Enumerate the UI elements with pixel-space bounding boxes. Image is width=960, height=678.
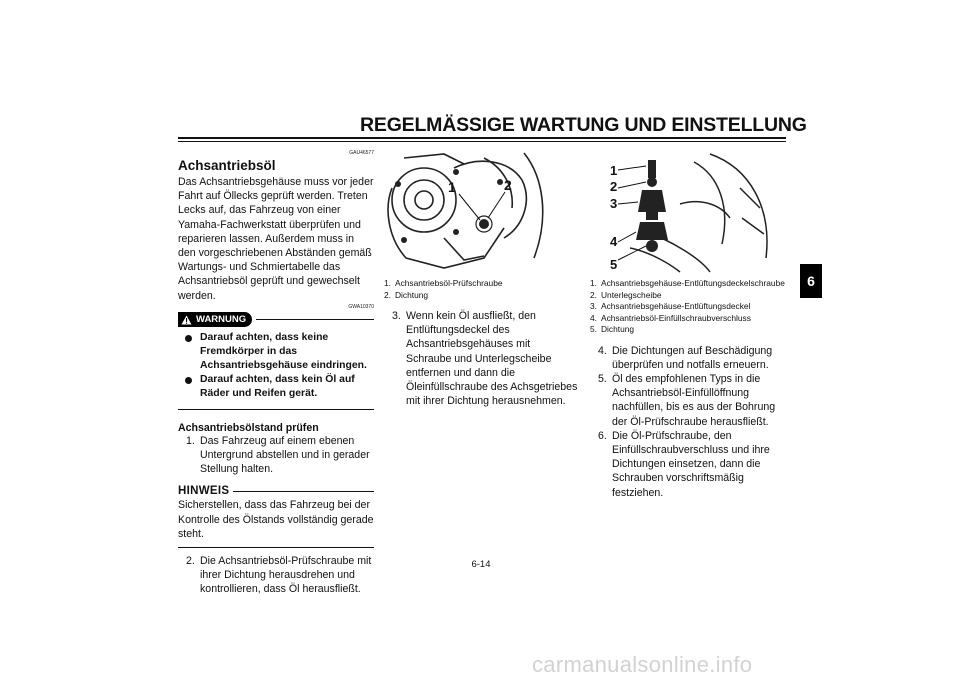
note-rule bbox=[233, 491, 374, 492]
section-title: Achsantriebsöl bbox=[178, 158, 276, 173]
warning-code: GWA10370 bbox=[348, 303, 374, 310]
bullet-icon bbox=[185, 335, 192, 342]
warning-box bbox=[178, 312, 374, 410]
step-number: 5. bbox=[598, 372, 607, 385]
chapter-tab: 6 bbox=[800, 264, 822, 298]
breather-illustration bbox=[590, 148, 778, 276]
step-text: Die Dichtungen auf Beschädigung überprüfen und notfalls erneuern. bbox=[612, 344, 773, 371]
photo-label: 1 bbox=[610, 163, 618, 178]
photo-label: 2 bbox=[504, 177, 512, 193]
note-text: Sicherstellen, dass das Fahrzeug bei der Kontrolle des Ölstands vollständig gerade steht. bbox=[178, 499, 374, 540]
watermark: carmanualsonline.info bbox=[532, 652, 753, 677]
header-rule-thin bbox=[178, 141, 786, 142]
step-3 bbox=[384, 309, 578, 408]
step-5 bbox=[590, 372, 786, 429]
photo-caption-list bbox=[384, 278, 578, 301]
breather-cover-photo bbox=[590, 148, 778, 276]
caption-number: 5. bbox=[590, 324, 597, 334]
photo-label: 5 bbox=[610, 257, 618, 272]
caption-number: 1. bbox=[590, 278, 597, 288]
warning-label: WARNUNG bbox=[196, 314, 247, 326]
caption-text: Unterlegscheibe bbox=[601, 289, 662, 300]
step-1 bbox=[178, 434, 374, 477]
caption-text: Achsantriebsöl-Prüfschraube bbox=[395, 278, 503, 288]
page-number: 6-14 bbox=[471, 559, 491, 570]
left-column bbox=[178, 150, 374, 597]
warning-item bbox=[178, 331, 374, 373]
step-6 bbox=[590, 429, 786, 500]
step-text: Öl des empfohlenen Typs in die Achsantriebsöl-Einfüllöffnung nachfüllen, bis es aus der Bohrung der Öl-Prüfschraube herausfließt. bbox=[612, 372, 776, 428]
header-rule bbox=[178, 137, 786, 139]
photo-caption-list bbox=[590, 278, 786, 336]
caption-text: Achsantriebsgehäuse-Entlüftungsdeckel bbox=[601, 301, 751, 311]
step-number: 4. bbox=[598, 344, 607, 357]
step-number: 2. bbox=[186, 555, 195, 568]
photo-label: 4 bbox=[610, 234, 618, 249]
page-header-title: REGELMÄSSIGE WARTUNG UND EINSTELLUNG bbox=[360, 114, 807, 136]
caption-number: 2. bbox=[384, 289, 391, 300]
step-4 bbox=[590, 344, 786, 372]
caption-number: 3. bbox=[590, 301, 597, 311]
warning-badge bbox=[178, 312, 252, 327]
caption-text: Dichtung bbox=[601, 324, 635, 334]
caption-text: Achsantriebsgehäuse-Entlüftungsdeckelschraube bbox=[601, 278, 785, 288]
caption-text: Achsantriebsöl-Einfüllschraubverschluss bbox=[601, 312, 751, 323]
caption-item bbox=[590, 301, 786, 313]
caption-item bbox=[384, 290, 578, 302]
photo-label: 3 bbox=[610, 196, 618, 211]
final-drive-check-bolt-photo bbox=[384, 148, 572, 276]
step-text: Die Öl-Prüfschraube, den Einfüllschraubverschluss und ihre Dichtungen einsetzen, dann die Schrauben vorschriftsmäßig festziehen. bbox=[612, 429, 770, 499]
warning-list bbox=[178, 331, 374, 401]
warning-bottom-rule bbox=[178, 409, 374, 410]
caption-number: 4. bbox=[590, 312, 597, 323]
middle-column bbox=[384, 148, 578, 408]
note-bottom-rule bbox=[178, 547, 374, 548]
warning-triangle-icon bbox=[181, 315, 192, 325]
caption-item bbox=[590, 324, 786, 336]
caption-item bbox=[384, 278, 578, 290]
caption-item bbox=[590, 290, 786, 302]
photo-label: 1 bbox=[448, 179, 456, 195]
step-number: 3. bbox=[392, 310, 401, 322]
step-text: Wenn kein Öl ausfließt, den Entlüftungsdeckel des Achsantriebsgehäuses mit Schraube und Unterlegscheibe entfernen und dann die Öleinfüllschraube des Achsgetriebes mit ihrer Dichtung herausnehmen. bbox=[406, 310, 578, 408]
reference-code: GAU46577 bbox=[349, 150, 374, 156]
note-header bbox=[178, 485, 374, 497]
final-drive-illustration bbox=[384, 148, 572, 276]
bullet-icon bbox=[185, 377, 192, 384]
warning-item bbox=[178, 373, 374, 401]
caption-text: Dichtung bbox=[395, 289, 429, 300]
step-text: Das Fahrzeug auf einem ebenen Untergrund abstellen und in gerader Stellung halten. bbox=[200, 434, 370, 476]
intro-paragraph: Das Achsantriebsgehäuse muss vor jeder Fahrt auf Öllecks geprüft werden. Treten Lecks auf, das Fahrzeug von einer Yamaha-Fachwerkstatt überprüfen und reparieren lassen. Außerdem muss in den vorgeschriebenen Abständen gemäß Wartungs- und Schmiertabelle das Achsantriebsöl geprüft und gewechselt werden. bbox=[178, 176, 374, 302]
step-number: 6. bbox=[598, 429, 607, 442]
caption-number: 2. bbox=[590, 289, 597, 300]
step-text: Die Achsantriebsöl-Prüfschraube mit ihrer Dichtung herausdrehen und kontrollieren, dass Öl herausfließt. bbox=[200, 555, 372, 596]
subsection-title: Achsantriebsölstand prüfen bbox=[178, 421, 319, 434]
caption-item bbox=[590, 278, 786, 290]
caption-number: 1. bbox=[384, 278, 391, 288]
caption-item bbox=[590, 313, 786, 325]
note-title: HINWEIS bbox=[178, 485, 230, 498]
step-number: 1. bbox=[186, 434, 195, 447]
right-column bbox=[590, 148, 786, 500]
warning-rule bbox=[256, 319, 374, 320]
warning-item-text: Darauf achten, dass kein Öl auf Räder und Reifen gerät. bbox=[200, 373, 355, 399]
photo-label: 2 bbox=[610, 179, 618, 194]
warning-item-text: Darauf achten, dass keine Fremdkörper in das Achsantriebsgehäuse eindringen. bbox=[200, 331, 367, 371]
step-2 bbox=[178, 554, 374, 597]
